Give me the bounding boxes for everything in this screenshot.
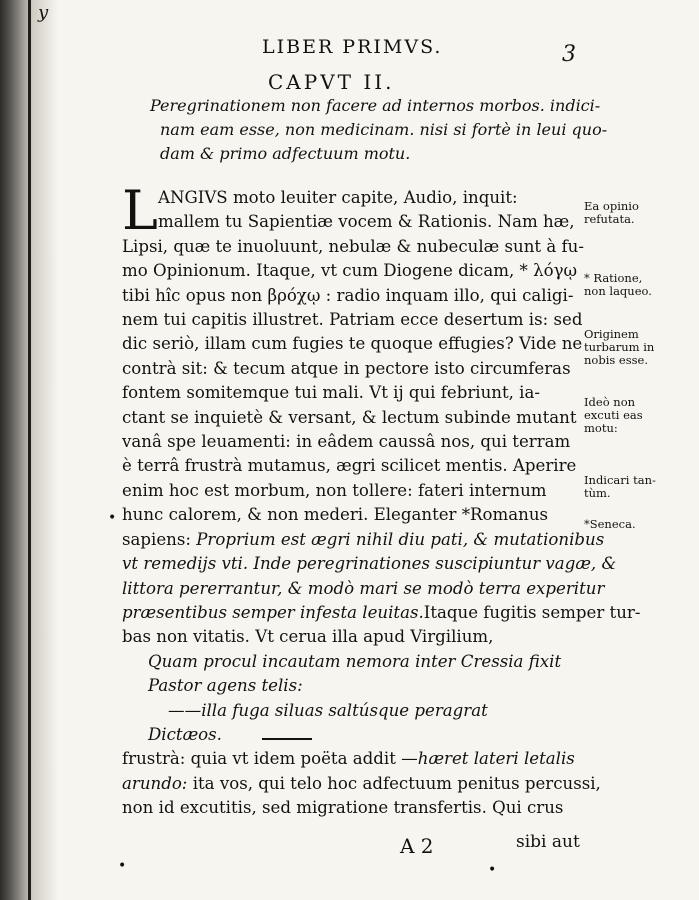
- page-number: 3: [562, 42, 576, 67]
- sidenote: [584, 200, 694, 226]
- summary-line: dam & primo adfectuum motu.: [160, 144, 411, 163]
- corner-mark: y: [38, 2, 49, 23]
- sidenote-line: non laqueo.: [584, 284, 652, 298]
- chapter-summary: [150, 94, 608, 166]
- quote-line: littora pererrantur, & modò mari se modò terra experitur: [122, 578, 605, 598]
- text-line: [122, 772, 601, 796]
- quote-line: vt remedijs vti. Inde peregrinationes suscipiuntur vagæ, &: [122, 554, 617, 574]
- text-line: fontem somitemque tui mali. Vt ij qui febriunt, ia-: [122, 383, 540, 403]
- quote-span: arundo:: [122, 773, 188, 793]
- signature-mark: A 2: [400, 834, 434, 858]
- stray-mark: •: [488, 862, 497, 878]
- text-line: nem tui capitis illustret. Patriam ecce desertum is: sed: [122, 310, 583, 330]
- text-line: ctant se inquietè & versant, & lectum subinde mutant: [122, 407, 577, 427]
- text-line: [122, 601, 641, 625]
- sidenote: [584, 396, 694, 435]
- text-line: dic seriò, illam cum fugies te quoque effugies? Vide ne: [122, 334, 583, 354]
- text-line: hunc calorem, & non mederi. Eleganter *Romanus: [122, 505, 549, 525]
- text-line: tibi hîc opus non βρόχῳ : radio inquam illo, qui caligi-: [122, 285, 574, 305]
- text-span: ita vos, qui telo hoc adfectuum penitus percussi,: [192, 773, 601, 793]
- verse-rule: [262, 738, 312, 740]
- verse-line: Dictæos.: [148, 724, 222, 744]
- text-span: Itaque fugitis semper tur-: [423, 602, 641, 622]
- text-line: Lipsi, quæ te inuoluunt, nebulæ & nubeculæ sunt à fu-: [122, 236, 584, 256]
- text-line: non id excutitis, sed migratione transfertis. Qui crus: [122, 798, 564, 818]
- drop-initial: L: [122, 179, 158, 242]
- text-line: vanâ spe leuamenti: in eâdem caussâ nos, qui terram: [122, 432, 571, 452]
- running-head: LIBER PRIMVS.: [262, 36, 443, 58]
- binding-line: [28, 0, 31, 900]
- text-line: è terrâ frustrà mutamus, ægri scilicet mentis. Aperire: [122, 456, 577, 476]
- sidenote-line: *Seneca.: [584, 517, 636, 531]
- sidenote: [584, 474, 694, 500]
- text-span: frustrà: quia vt idem poëta addit: [122, 749, 396, 769]
- text-line: enim hoc est morbum, non tollere: fateri internum: [122, 480, 547, 500]
- text-line: bas non vitatis. Vt cerua illa apud Virgilium,: [122, 627, 494, 647]
- verse-line: Quam procul incautam nemora inter Cressia fixit: [148, 651, 562, 671]
- summary-line: Peregrinationem non facere ad internos morbos. indici-: [150, 96, 601, 115]
- text-line: mo Opinionum. Itaque, vt cum Diogene dicam, * λόγῳ: [122, 261, 578, 281]
- sidenote: [584, 518, 694, 531]
- sidenote-line: Originem: [584, 327, 639, 341]
- sidenote-line: Ideò non: [584, 395, 636, 409]
- verse-line: Pastor agens telis:: [148, 676, 303, 696]
- text-line: ANGIVS moto leuiter capite, Audio, inquit:: [158, 188, 518, 207]
- sidenote-line: tùm.: [584, 486, 611, 500]
- catchword: sibi aut: [516, 832, 580, 852]
- sidenote-line: turbarum in: [584, 340, 655, 354]
- text-line: [122, 528, 605, 552]
- sidenote-line: nobis esse.: [584, 353, 648, 367]
- text-line: mallem tu Sapientiæ vocem & Rationis. Nam hæ,: [158, 212, 575, 232]
- sidenote-line: * Ratione,: [584, 271, 643, 285]
- sidenote-line: refutata.: [584, 212, 635, 226]
- verse-line: ——illa fuga siluas saltúsque peragrat: [168, 700, 488, 720]
- chapter-title: CAPVT II.: [268, 70, 395, 94]
- text-span: sapiens:: [122, 529, 191, 549]
- text-line: contrà sit: & tecum atque in pectore isto circumferas: [122, 358, 571, 378]
- sidenote-line: excuti eas: [584, 408, 643, 422]
- quote-span: præsentibus semper infesta leuitas.: [122, 602, 424, 622]
- sidenote-line: Indicari tan-: [584, 473, 656, 487]
- sidenote: [584, 328, 694, 367]
- stray-mark: •: [108, 510, 117, 526]
- quote-span: —hæret lateri letalis: [401, 749, 575, 769]
- sidenote-line: motu:: [584, 421, 618, 435]
- text-line: [122, 747, 582, 771]
- quote-span: Proprium est ægri nihil diu pati, & mutationibus: [196, 529, 605, 549]
- summary-line: nam eam esse, non medicinam. nisi si fortè in leui quo-: [160, 120, 608, 139]
- sidenote: [584, 272, 694, 298]
- sidenote-line: Ea opinio: [584, 199, 639, 213]
- stray-mark: •: [118, 858, 127, 874]
